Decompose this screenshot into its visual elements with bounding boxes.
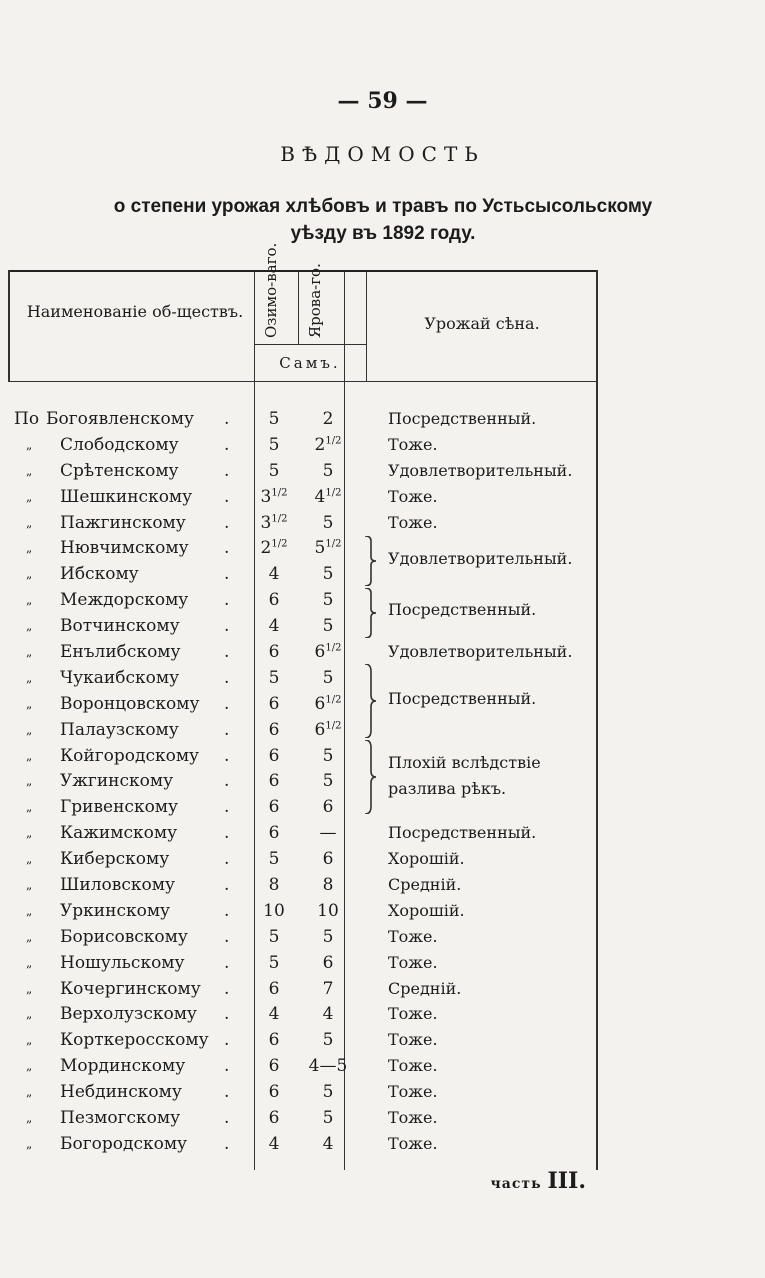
row-leader-dot: . xyxy=(224,849,230,870)
row-spring-yield xyxy=(306,950,350,976)
row-leader-dot: . xyxy=(224,512,230,533)
row-spring-yield xyxy=(306,1105,350,1131)
row-winter-int: 5 xyxy=(268,409,280,429)
row-hay-yield: Тоже. xyxy=(388,1108,438,1128)
row-prefix: „ xyxy=(26,748,33,763)
row-winter-yield xyxy=(256,432,292,458)
row-leader-dot: . xyxy=(224,434,230,455)
row-leader-dot: . xyxy=(224,616,230,637)
row-winter-yield xyxy=(256,691,292,717)
row-hay-yield: Удовлетворительный. xyxy=(388,460,573,480)
table-row xyxy=(8,898,598,924)
row-society-name: Киберскому xyxy=(60,849,170,870)
row-hay-yield: Удовлетворительный. xyxy=(388,642,573,662)
row-leader-dot: . xyxy=(224,771,230,792)
row-winter-int: 6 xyxy=(268,797,280,818)
row-leader-dot: . xyxy=(224,538,230,559)
row-prefix: „ xyxy=(26,826,33,841)
row-spring-yield xyxy=(306,1027,350,1053)
group-label-2: Посредственный. xyxy=(388,600,537,619)
row-winter-yield xyxy=(256,872,292,898)
row-spring-yield xyxy=(306,872,350,898)
row-society-name: Кочергинскому xyxy=(60,978,201,999)
row-hay-yield: Посредственный. xyxy=(388,409,537,428)
row-hay-yield: Хорошій. xyxy=(388,849,465,869)
row-prefix: „ xyxy=(26,878,33,893)
row-leader-dot: . xyxy=(224,1056,230,1077)
row-prefix: „ xyxy=(26,515,33,530)
row-winter-int: 5 xyxy=(268,667,280,688)
row-winter-yield xyxy=(256,924,292,950)
row-spring-int: 5 xyxy=(322,590,334,611)
row-winter-int: 6 xyxy=(268,1082,280,1103)
row-spring-int: 5 xyxy=(322,460,334,481)
row-winter-int: 5 xyxy=(268,952,280,973)
row-society-name: Богоявленскому xyxy=(46,409,194,429)
row-society-name: Койгородскому xyxy=(60,745,200,766)
row-society-name: Енълибскому xyxy=(60,642,181,663)
row-spring-int: 5 xyxy=(322,512,334,533)
row-prefix: „ xyxy=(26,645,33,660)
row-winter-yield xyxy=(256,639,292,665)
row-winter-yield xyxy=(256,406,292,432)
row-prefix: „ xyxy=(26,670,33,685)
page-subtitle xyxy=(8,193,758,247)
row-prefix: „ xyxy=(26,852,33,867)
row-prefix: „ xyxy=(26,593,33,608)
table-row xyxy=(8,458,598,484)
row-society-name: Кажимскому xyxy=(60,823,178,844)
row-society-name: Ношульскому xyxy=(60,952,185,973)
group-label-4-line-2: разлива рѣкъ. xyxy=(388,779,507,798)
row-winter-int: 6 xyxy=(268,719,280,740)
row-winter-frac: 1/2 xyxy=(271,538,288,550)
row-society-name: Пезмогскому xyxy=(60,1108,181,1129)
row-society-name: Гривенскому xyxy=(60,797,179,818)
row-hay-yield: Тоже. xyxy=(388,1004,438,1024)
row-hay-yield: Тоже. xyxy=(388,1030,438,1050)
row-leader-dot: . xyxy=(224,1133,230,1154)
row-winter-yield xyxy=(256,510,292,536)
row-hay-yield: Хорошій. xyxy=(388,900,465,920)
row-winter-yield xyxy=(256,1027,292,1053)
row-winter-int: 5 xyxy=(268,849,280,870)
row-spring-int: 8 xyxy=(322,875,334,896)
table-top-rule xyxy=(8,270,598,272)
row-winter-int: 10 xyxy=(263,900,285,921)
row-winter-yield xyxy=(256,1105,292,1131)
row-spring-yield xyxy=(306,976,350,1002)
row-winter-int: 4 xyxy=(268,616,280,637)
table-body xyxy=(8,406,598,1157)
row-society-name: Пажгинскому xyxy=(60,512,186,533)
row-spring-yield xyxy=(306,924,350,950)
row-prefix: „ xyxy=(26,981,33,996)
row-prefix: „ xyxy=(26,619,33,634)
row-hay-yield: Тоже. xyxy=(388,952,438,972)
col-rule-hay xyxy=(366,272,367,382)
row-prefix: „ xyxy=(26,774,33,789)
row-leader-dot: . xyxy=(224,797,230,818)
row-winter-int: 6 xyxy=(268,1056,280,1077)
row-prefix: „ xyxy=(26,1007,33,1022)
row-leader-dot: . xyxy=(224,745,230,766)
row-winter-yield xyxy=(256,535,292,561)
row-prefix: „ xyxy=(26,1111,33,1126)
row-hay-yield: Средній. xyxy=(388,875,462,895)
table-row xyxy=(8,794,598,820)
row-leader-dot: . xyxy=(224,1030,230,1051)
table-left-rule xyxy=(8,270,10,382)
row-hay-yield: Посредственный. xyxy=(388,823,537,843)
row-prefix: „ xyxy=(26,541,33,556)
brace-group-1 xyxy=(364,536,376,586)
row-spring-frac: 1/2 xyxy=(325,694,342,706)
row-society-name: Слободскому xyxy=(60,434,179,455)
row-leader-dot: . xyxy=(224,590,230,611)
row-winter-yield xyxy=(256,561,292,587)
row-society-name: Небдинскому xyxy=(60,1082,182,1103)
row-winter-yield xyxy=(256,768,292,794)
row-leader-dot: . xyxy=(224,642,230,663)
table-row xyxy=(8,1079,598,1105)
table-row xyxy=(8,1001,598,1027)
row-spring-yield xyxy=(306,820,350,846)
row-hay-yield: Тоже. xyxy=(388,926,438,946)
row-society-name: Борисовскому xyxy=(60,926,188,947)
row-winter-int: 6 xyxy=(268,1030,280,1051)
row-spring-yield xyxy=(306,743,350,769)
row-hay-yield: Средній. xyxy=(388,978,462,998)
row-spring-int: 6 xyxy=(314,642,326,663)
row-spring-yield xyxy=(306,432,350,458)
row-spring-int: 4 xyxy=(322,1133,334,1154)
brace-group-2 xyxy=(364,588,376,638)
row-society-name: Чукаибскому xyxy=(60,667,180,688)
row-winter-int: 6 xyxy=(268,771,280,792)
row-spring-yield xyxy=(306,691,350,717)
row-winter-frac: 1/2 xyxy=(271,512,288,524)
row-winter-yield xyxy=(256,846,292,872)
col-rule-winter xyxy=(298,272,299,344)
row-winter-yield xyxy=(256,613,292,639)
row-spring-yield xyxy=(306,898,350,924)
row-prefix: „ xyxy=(26,1033,33,1048)
row-spring-int: 5 xyxy=(322,667,334,688)
table-row xyxy=(8,1053,598,1079)
row-spring-yield xyxy=(306,768,350,794)
header-winter: Озимо-ваго. xyxy=(262,242,280,338)
row-winter-yield xyxy=(256,950,292,976)
row-spring-yield xyxy=(306,639,350,665)
row-society-name: Нювчимскому xyxy=(60,538,189,559)
brace-group-3 xyxy=(364,664,376,738)
header-spring: Ярова-го. xyxy=(306,263,324,338)
row-spring-int: 6 xyxy=(322,952,334,973)
row-spring-int: 5 xyxy=(322,1108,334,1129)
row-spring-int: 5 xyxy=(322,1082,334,1103)
row-leader-dot: . xyxy=(224,900,230,921)
row-prefix: По xyxy=(14,409,40,429)
row-hay-yield: Тоже. xyxy=(388,512,438,532)
table-row xyxy=(8,924,598,950)
row-winter-yield xyxy=(256,1079,292,1105)
row-winter-yield xyxy=(256,587,292,613)
row-society-name: Уркинскому xyxy=(60,900,171,921)
table-row xyxy=(8,1105,598,1131)
row-winter-int: 6 xyxy=(268,745,280,766)
row-spring-frac: 1/2 xyxy=(325,487,342,499)
row-prefix: „ xyxy=(26,437,33,452)
brace-group-4 xyxy=(364,740,376,814)
row-spring-frac: 1/2 xyxy=(325,642,342,654)
row-spring-yield xyxy=(306,484,350,510)
row-winter-int: 6 xyxy=(268,642,280,663)
row-winter-int: 2 xyxy=(260,538,272,559)
subtitle-line-1: о степени урожая хлѣбовъ и травъ по Устьсысольскому xyxy=(113,196,653,217)
row-prefix: „ xyxy=(26,463,33,478)
row-hay-yield: Тоже. xyxy=(388,1082,438,1102)
row-spring-int: 2 xyxy=(314,434,326,455)
row-winter-int: 5 xyxy=(268,926,280,947)
table-row xyxy=(8,639,598,665)
row-prefix: „ xyxy=(26,903,33,918)
row-spring-frac: 1/2 xyxy=(325,435,342,447)
row-spring-yield xyxy=(306,561,350,587)
row-spring-int: 5 xyxy=(322,1030,334,1051)
row-spring-int: 7 xyxy=(322,978,334,999)
header-hay: Урожай сѣна. xyxy=(424,314,540,333)
row-leader-dot: . xyxy=(224,875,230,896)
row-spring-int: 4 xyxy=(314,486,326,507)
table-row xyxy=(8,950,598,976)
row-society-name: Шешкинскому xyxy=(60,486,193,507)
row-leader-dot: . xyxy=(224,978,230,999)
table-row xyxy=(8,432,598,458)
row-spring-yield xyxy=(306,406,350,432)
group-label-4-line-1: Плохій вслѣдствіе xyxy=(388,753,541,772)
row-society-name: Верхолузскому xyxy=(60,1004,197,1025)
row-hay-yield: Тоже. xyxy=(388,1056,438,1076)
table-row xyxy=(8,510,598,536)
row-winter-yield xyxy=(256,1001,292,1027)
row-society-name: Мординскому xyxy=(60,1056,186,1077)
row-spring-yield xyxy=(306,1079,350,1105)
row-spring-yield xyxy=(306,717,350,743)
table-row xyxy=(8,976,598,1002)
row-winter-yield xyxy=(256,976,292,1002)
table-row xyxy=(8,717,598,743)
row-society-name: Междорскому xyxy=(60,590,189,611)
row-prefix: „ xyxy=(26,567,33,582)
row-spring-int: 5 xyxy=(322,926,334,947)
header-sam: Самъ. xyxy=(279,354,341,372)
row-spring-int: — xyxy=(319,823,337,844)
row-spring-yield xyxy=(306,846,350,872)
table-row xyxy=(8,484,598,510)
row-society-name: Ужгинскому xyxy=(60,771,174,792)
row-society-name: Палаузскому xyxy=(60,719,179,740)
row-winter-int: 6 xyxy=(268,693,280,714)
row-winter-yield xyxy=(256,743,292,769)
row-spring-yield xyxy=(306,665,350,691)
row-winter-int: 6 xyxy=(268,823,280,844)
row-leader-dot: . xyxy=(224,1082,230,1103)
row-winter-frac: 1/2 xyxy=(271,487,288,499)
row-spring-int: 5 xyxy=(314,538,326,559)
row-winter-int: 5 xyxy=(268,434,280,455)
row-spring-int: 5 xyxy=(322,564,334,585)
row-hay-yield: Тоже. xyxy=(388,486,438,506)
row-spring-int: 6 xyxy=(322,797,334,818)
row-society-name: Вотчинскому xyxy=(60,616,180,637)
row-leader-dot: . xyxy=(224,1108,230,1129)
row-prefix: „ xyxy=(26,1059,33,1074)
row-spring-int: 4 xyxy=(322,1004,334,1025)
row-leader-dot: . xyxy=(224,952,230,973)
page-footer xyxy=(486,1168,586,1194)
row-spring-yield xyxy=(306,587,350,613)
row-spring-int: 10 xyxy=(317,900,339,921)
table-row xyxy=(8,1027,598,1053)
row-winter-int: 6 xyxy=(268,1108,280,1129)
row-leader-dot: . xyxy=(224,926,230,947)
row-society-name: Воронцовскому xyxy=(60,693,200,714)
row-spring-yield xyxy=(306,535,350,561)
row-spring-yield xyxy=(306,794,350,820)
row-winter-yield xyxy=(256,458,292,484)
footer-text: часть xyxy=(490,1176,542,1192)
row-society-name: Богородскому xyxy=(60,1133,188,1154)
row-winter-yield xyxy=(256,1053,292,1079)
row-spring-int: 5 xyxy=(322,616,334,637)
row-spring-yield xyxy=(306,1053,350,1079)
row-winter-yield xyxy=(256,484,292,510)
row-spring-yield xyxy=(306,1131,350,1157)
header-bottom-rule xyxy=(10,381,598,382)
row-spring-int: 2 xyxy=(322,409,334,429)
row-society-name: Шиловскому xyxy=(60,875,175,896)
row-winter-yield xyxy=(256,820,292,846)
footer-numeral: III. xyxy=(547,1168,586,1194)
row-winter-int: 3 xyxy=(260,512,272,533)
row-leader-dot: . xyxy=(224,409,230,429)
row-spring-int: 6 xyxy=(314,693,326,714)
row-winter-yield xyxy=(256,794,292,820)
row-spring-yield xyxy=(306,510,350,536)
group-label-3: Посредственный. xyxy=(388,689,537,708)
group-label-1: Удовлетворительный. xyxy=(388,549,573,568)
row-leader-dot: . xyxy=(224,564,230,585)
row-winter-yield xyxy=(256,898,292,924)
row-prefix: „ xyxy=(26,955,33,970)
sam-top-rule xyxy=(254,344,366,345)
row-winter-int: 4 xyxy=(268,564,280,585)
row-leader-dot: . xyxy=(224,693,230,714)
row-winter-int: 3 xyxy=(260,486,272,507)
page-number: — 59 — xyxy=(337,88,428,114)
table-row xyxy=(8,1131,598,1157)
row-winter-int: 4 xyxy=(268,1004,280,1025)
row-winter-yield xyxy=(256,1131,292,1157)
row-leader-dot: . xyxy=(224,719,230,740)
row-leader-dot: . xyxy=(224,1004,230,1025)
row-spring-int: 4—5 xyxy=(308,1056,348,1077)
row-leader-dot: . xyxy=(224,460,230,481)
page-heading: ВѢДОМОСТЬ xyxy=(280,142,485,166)
row-society-name: Срѣтенскому xyxy=(60,460,179,481)
table-row xyxy=(8,872,598,898)
row-hay-yield: Тоже. xyxy=(388,1133,438,1153)
row-winter-int: 6 xyxy=(268,978,280,999)
row-spring-int: 6 xyxy=(314,719,326,740)
row-prefix: „ xyxy=(26,800,33,815)
row-prefix: „ xyxy=(26,696,33,711)
row-spring-yield xyxy=(306,458,350,484)
row-winter-int: 4 xyxy=(268,1133,280,1154)
row-spring-int: 5 xyxy=(322,745,334,766)
row-winter-yield xyxy=(256,665,292,691)
row-spring-frac: 1/2 xyxy=(325,538,342,550)
row-spring-frac: 1/2 xyxy=(325,720,342,732)
row-prefix: „ xyxy=(26,929,33,944)
row-prefix: „ xyxy=(26,722,33,737)
row-winter-int: 6 xyxy=(268,590,280,611)
row-spring-int: 6 xyxy=(322,849,334,870)
row-spring-yield xyxy=(306,1001,350,1027)
table-row xyxy=(8,406,598,432)
table-row xyxy=(8,820,598,846)
row-winter-int: 5 xyxy=(268,460,280,481)
row-winter-int: 8 xyxy=(268,875,280,896)
row-prefix: „ xyxy=(26,1136,33,1151)
subtitle-line-2: уѣзду въ 1892 году. xyxy=(290,223,476,244)
row-leader-dot: . xyxy=(224,823,230,844)
row-prefix: „ xyxy=(26,489,33,504)
row-society-name: Корткеросскому xyxy=(60,1030,209,1051)
table-row xyxy=(8,846,598,872)
header-name: Наименованіе об-ществъ. xyxy=(26,302,244,321)
row-spring-yield xyxy=(306,613,350,639)
row-leader-dot: . xyxy=(224,486,230,507)
row-spring-int: 5 xyxy=(322,771,334,792)
row-prefix: „ xyxy=(26,1085,33,1100)
row-hay-yield: Тоже. xyxy=(388,434,438,454)
row-winter-yield xyxy=(256,717,292,743)
row-leader-dot: . xyxy=(224,667,230,688)
row-society-name: Ибскому xyxy=(60,564,139,585)
